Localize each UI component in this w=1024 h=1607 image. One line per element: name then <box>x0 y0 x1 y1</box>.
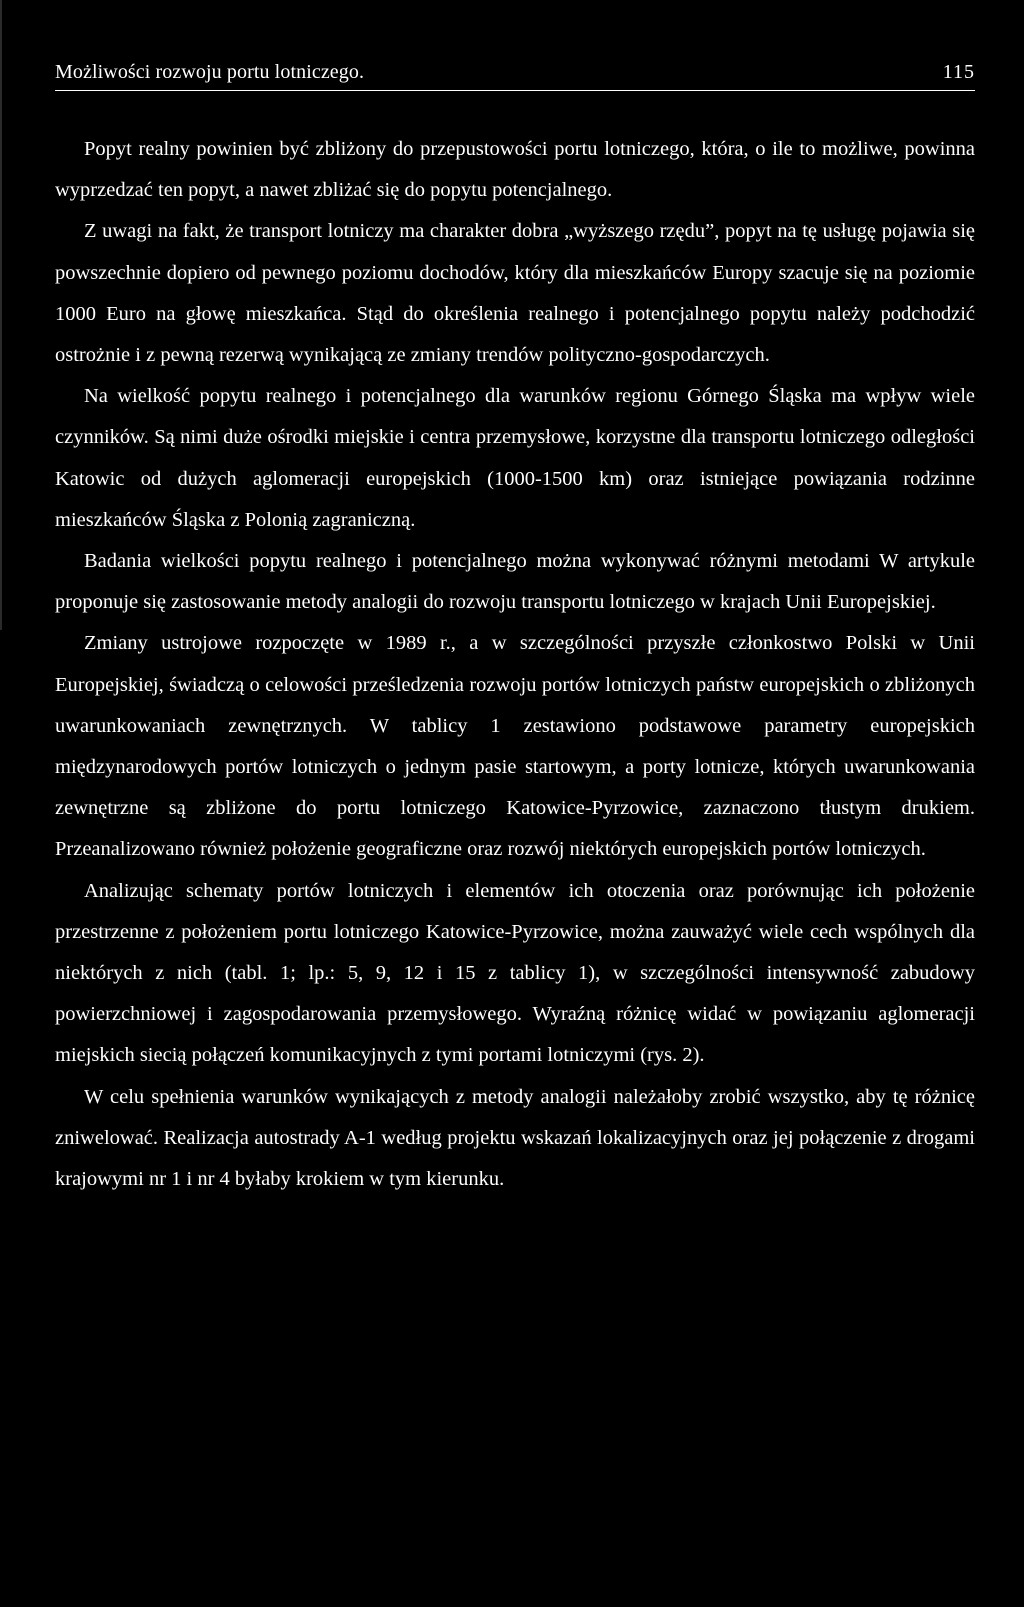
paragraph-5: Zmiany ustrojowe rozpoczęte w 1989 r., a w szczególności przyszłe członkostwo Polski w Unii Europejskiej, świadczą o celowości prześledzenia rozwoju portów lotniczych państw europejskich o zbliżonych uwarunkowaniach zewnętrznych. W tablicy 1 zestawiono podstawowe parametry europejskich międzynarodowych portów lotniczych o jednym pasie startowym, a porty lotnicze, których uwarunkowania zewnętrzne są zbliżone do portu lotniczego Katowice-Pyrzowice, zaznaczono tłustym drukiem. Przeanalizowano również położenie geograficzne oraz rozwój niektórych europejskich portów lotniczych. <box>55 632 975 861</box>
paragraph-2: Z uwagi na fakt, że transport lotniczy ma charakter dobra „wyższego rzędu”, popyt na tę usługę pojawia się powszechnie dopiero od pewnego poziomu dochodów, który dla mieszkańców Europy szacuje się na poziomie 1000 Euro na głowę mieszkańca. Stąd do określenia realnego i potencjalnego popytu należy podchodzić ostrożnie i z pewną rezerwą wynikającą ze zmiany trendów polityczno-gospodarczych. <box>55 220 975 367</box>
paragraph-3: Na wielkość popytu realnego i potencjalnego dla warunków regionu Górnego Śląska ma wpływ wiele czynników. Są nimi duże ośrodki miejskie i centra przemysłowe, korzystne dla transportu lotniczego odległości Katowic od dużych aglomeracji europejskich (1000-1500 km) oraz istniejące powiązania rodzinne mieszkańców Śląska z Polonią zagraniczną. <box>55 385 975 531</box>
body-text <box>55 129 975 1200</box>
paragraph-6: Analizując schematy portów lotniczych i elementów ich otoczenia oraz porównując ich położenie przestrzenne z położeniem portu lotniczego Katowice-Pyrzowice, można zauważyć wiele cech wspólnych dla niektórych z nich (tabl. 1; lp.: 5, 9, 12 i 15 z tablicy 1), w szczególności intensywność zabudowy powierzchniowej i zagospodarowania przemysłowego. Wyraźną różnicę widać w powiązaniu aglomeracji miejskich siecią połączeń komunikacyjnych z tymi portami lotniczymi (rys. 2). <box>55 879 975 1067</box>
scan-edge-line <box>0 0 2 630</box>
paragraph-4: Badania wielkości popytu realnego i potencjalnego można wykonywać różnymi metodami W artykule proponuje się zastosowanie metody analogii do rozwoju transportu lotniczego w krajach Unii Europejskiej. <box>55 550 975 614</box>
page-number: 115 <box>942 61 975 83</box>
paragraph-7: W celu spełnienia warunków wynikających z metody analogii należałoby zrobić wszystko, aby tę różnicę zniwelować. Realizacja autostrady A-1 według projektu wskazań lokalizacyjnych oraz jej połączenie z drogami krajowymi nr 1 i nr 4 byłaby krokiem w tym kierunku. <box>55 1085 975 1191</box>
paragraph-1: Popyt realny powinien być zbliżony do przepustowości portu lotniczego, która, o ile to możliwe, powinna wyprzedzać ten popyt, a nawet zbliżać się do popytu potencjalnego. <box>55 138 975 202</box>
running-header <box>55 58 975 91</box>
running-title: Możliwości rozwoju portu lotniczego. <box>55 61 365 83</box>
